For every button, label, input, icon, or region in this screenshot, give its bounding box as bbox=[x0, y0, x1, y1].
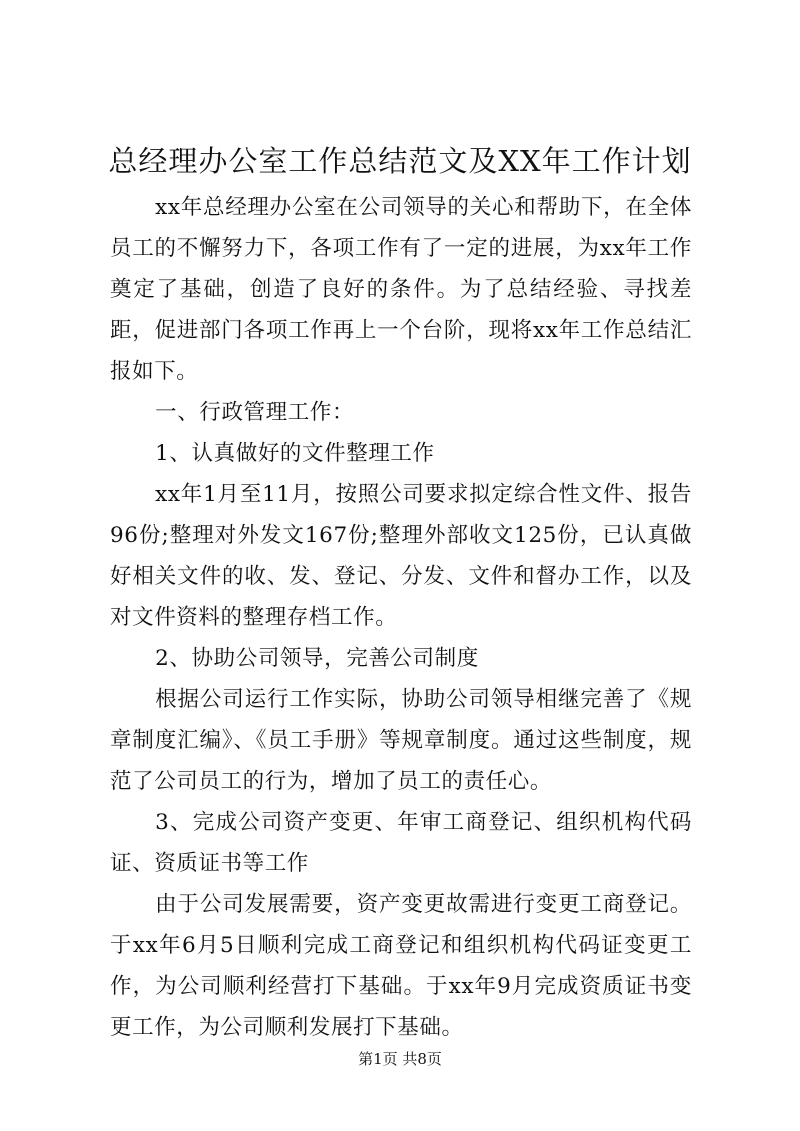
paragraph-file-management: xx年1月至11月，按照公司要求拟定综合性文件、报告96份;整理对外发文167份;整理外部收文125份，已认真做好相关文件的收、发、登记、分发、文件和督办工作，以及对文件资料的整理存档工作。 bbox=[110, 482, 692, 630]
document-title: 总经理办公室工作总结范文及XX年工作计划 bbox=[108, 144, 692, 178]
subheading-file-management: 1、认真做好的文件整理工作 bbox=[155, 441, 435, 466]
page-number-footer: 第1页 共8页 bbox=[358, 1050, 442, 1068]
subheading-asset-registration: 3、完成公司资产变更、年审工商登记、组织机构代码证、资质证书等工作 bbox=[110, 810, 692, 876]
intro-paragraph: xx年总经理办公室在公司领导的关心和帮助下，在全体员工的不懈努力下，各项工作有了一定的进展，为xx年工作奠定了基础，创造了良好的条件。为了总结经验、寻找差距，促进部门各项工作再上一个台阶，现将xx年工作总结汇报如下。 bbox=[110, 195, 692, 384]
section-heading-admin: 一、行政管理工作： bbox=[155, 400, 355, 425]
paragraph-company-rules: 根据公司运行工作实际，协助公司领导相继完善了《规章制度汇编》、《员工手册》等规章制度。通过这些制度，规范了公司员工的行为，增加了员工的责任心。 bbox=[110, 687, 692, 794]
document-body bbox=[110, 187, 692, 1048]
subheading-company-rules: 2、协助公司领导，完善公司制度 bbox=[155, 646, 479, 671]
paragraph-asset-registration: 由于公司发展需要，资产变更故需进行变更工商登记。于xx年6月5日顺利完成工商登记和组织机构代码证变更工作，为公司顺利经营打下基础。于xx年9月完成资质证书变更工作，为公司顺利发展打下基础。 bbox=[110, 892, 692, 1040]
